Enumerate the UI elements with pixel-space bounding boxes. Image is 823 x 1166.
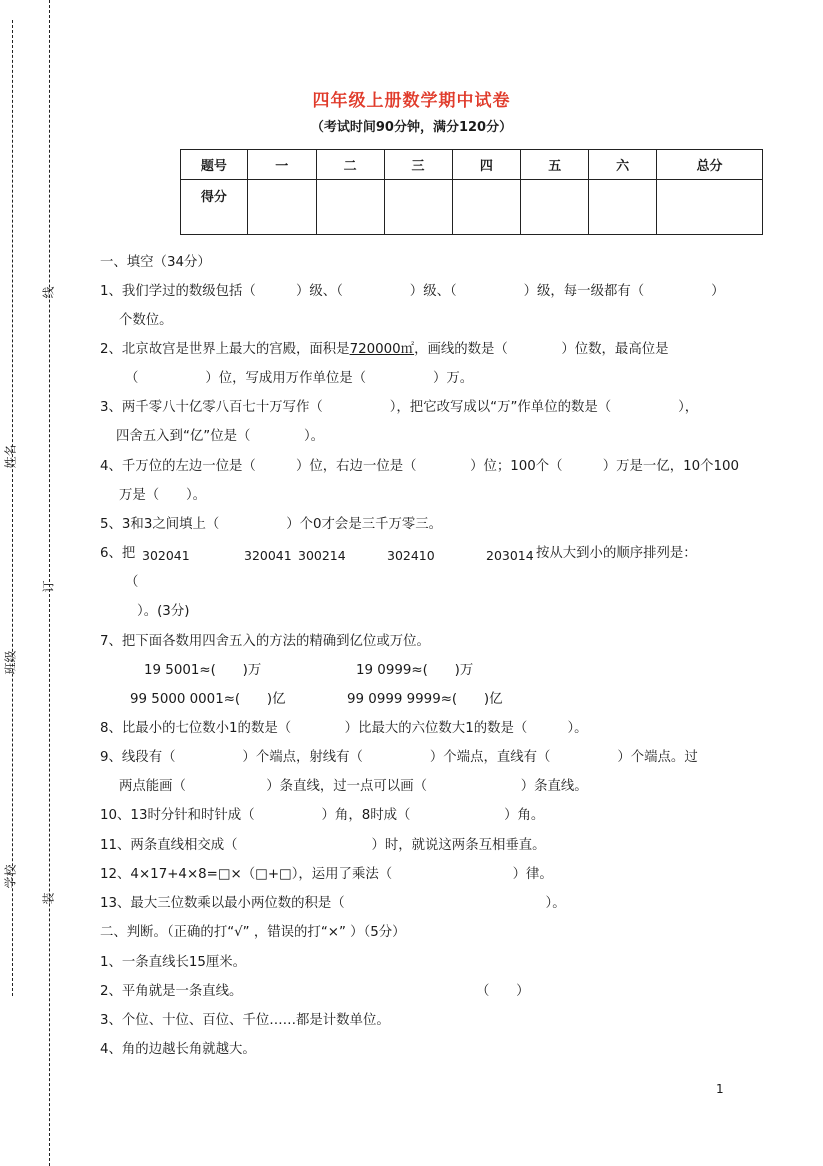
question-2-area: 720000㎡ (349, 342, 415, 357)
score-cell (384, 180, 452, 235)
question-6-number: 203014 (486, 548, 534, 563)
question-13: 13、最大三位数乘以最小两位数的积是（ ）。 (100, 896, 566, 911)
binding-label-ding: 订 (41, 580, 56, 593)
score-cell (657, 180, 763, 235)
judge-question-3: 3、个位、十位、百位、千位……都是计数单位。 (100, 1013, 390, 1028)
judge-question-2-paren: （ ） (476, 984, 530, 999)
score-cell (521, 180, 589, 235)
question-7-item: 19 0999≈( )万 (356, 663, 474, 678)
question-3-line-2: 四舍五入到“亿”位是（ ）。 (116, 429, 325, 444)
question-10: 10、13时分针和时针成（ ）角，8时成（ ）角。 (100, 808, 545, 823)
exam-title: 四年级上册数学期中试卷 (312, 91, 511, 111)
score-header-cell: 三 (384, 150, 452, 180)
question-1-line-2: 个数位。 (119, 313, 173, 328)
question-3-line-1: 3、两千零八十亿零八百七十万写作（ ），把它改写成以“万”作单位的数是（ ）， (100, 400, 699, 415)
judge-question-2: 2、平角就是一条直线。 (100, 984, 243, 999)
score-table (180, 149, 763, 235)
question-2-text-end: ，画线的数是（ ）位数，最高位是 (414, 342, 669, 357)
section2-heading: 二、判断。（正确的打“√” ，错误的打“×” ）（5分） (100, 925, 406, 940)
question-9-line-2: 两点能画（ ）条直线，过一点可以画（ ）条直线。 (119, 779, 588, 794)
score-header-cell: 五 (521, 150, 589, 180)
binding-label-zhuang: 装 (41, 892, 56, 905)
score-cell (589, 180, 657, 235)
exam-subtitle: （考试时间90分钟，满分120分） (310, 120, 513, 135)
score-table-score-row (181, 180, 763, 235)
question-4-line-2: 万是（ ）。 (119, 488, 207, 503)
question-7-item: 99 0999 9999≈( )亿 (347, 692, 503, 707)
question-4-line-1: 4、千万位的左边一位是（ ）位，右边一位是（ ）位；100个（ ）万是一亿，10个100 (100, 459, 740, 474)
question-7-item: 99 5000 0001≈( )亿 (130, 692, 286, 707)
binding-label-name: 姓名 (3, 444, 18, 469)
question-7: 7、把下面各数用四舍五入的方法的精确到亿位或万位。 (100, 634, 430, 649)
binding-label-xian: 线 (41, 286, 56, 299)
score-table-header-row (181, 150, 763, 180)
page-number: 1 (716, 1082, 724, 1096)
judge-question-4: 4、角的边越长角就越大。 (100, 1042, 256, 1057)
question-6-number: 320041 (244, 548, 292, 563)
question-6-number: 302410 (387, 548, 435, 563)
question-6-tail: ）。(3分) (137, 604, 190, 619)
question-6-number: 300214 (298, 548, 346, 563)
question-8: 8、比最小的七位数小1的数是（ ）比最大的六位数大1的数是（ ）。 (100, 721, 588, 736)
binding-dashed-line-outer (12, 20, 13, 996)
question-6-suffix: 按从大到小的顺序排列是： (536, 546, 697, 561)
score-header-cell: 一 (247, 150, 316, 180)
question-11: 11、两条直线相交成（ ）时，就说这两条互相垂直。 (100, 838, 546, 853)
question-2-text: 2、北京故宫是世界上最大的宫殿，面积是 (100, 342, 350, 357)
judge-question-1: 1、一条直线长15厘米。 (100, 955, 247, 970)
question-2-line-1 (100, 341, 669, 359)
question-7-item: 19 5001≈( )万 (144, 663, 262, 678)
score-header-cell: 二 (316, 150, 384, 180)
score-header-cell: 六 (589, 150, 657, 180)
question-6-paren: （ (125, 575, 139, 590)
question-1-line-1: 1、我们学过的数级包括（ ）级、（ ）级、（ ）级，每一级都有（ ） (100, 284, 725, 299)
question-9-line-1: 9、线段有（ ）个端点，射线有（ ）个端点，直线有（ ）个端点。过 (100, 750, 698, 765)
score-cell (316, 180, 384, 235)
question-6-prefix: 6、把 (100, 546, 136, 561)
question-5: 5、3和3之间填上（ ）个0才会是三千万零三。 (100, 517, 443, 532)
question-12: 12、4×17+4×8=□×（□+□），运用了乘法（ ）律。 (100, 867, 553, 882)
score-row-label: 得分 (181, 180, 248, 235)
question-6-number: 302041 (142, 548, 190, 563)
score-header-cell: 题号 (181, 150, 248, 180)
score-cell (247, 180, 316, 235)
score-header-cell: 总分 (657, 150, 763, 180)
section1-heading: 一、填空（34分） (100, 255, 211, 270)
score-cell (452, 180, 521, 235)
score-header-cell: 四 (452, 150, 521, 180)
binding-label-class: 班级 (3, 650, 18, 675)
question-2-line-2: （ ）位，写成用万作单位是（ ）万。 (125, 371, 474, 386)
binding-label-school: 学校 (3, 864, 18, 889)
